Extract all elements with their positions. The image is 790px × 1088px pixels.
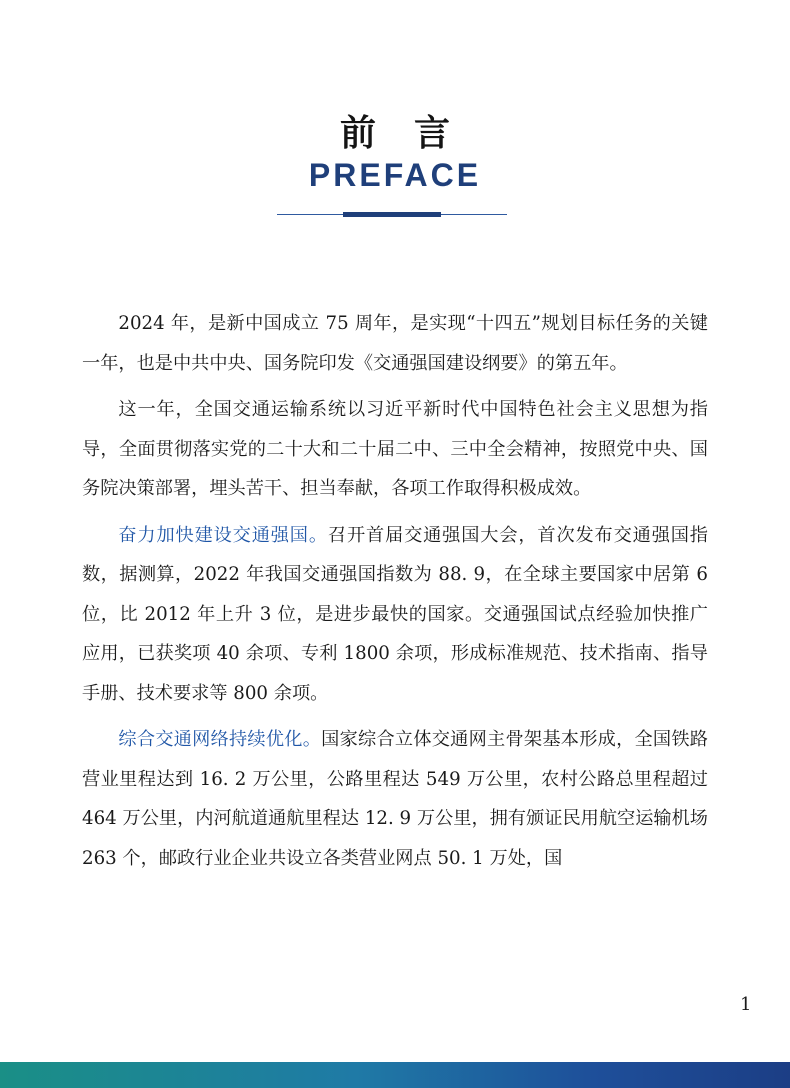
paragraph-highlight: 奋力加快建设交通强国。 [118,524,328,546]
paragraph [82,720,708,878]
title-divider-accent [343,212,441,217]
page-number: 1 [740,994,752,1015]
paragraph [82,390,708,509]
page-title-en: PREFACE [308,157,482,193]
preface-body [82,304,708,885]
paragraph-text: 这一年，全国交通运输系统以习近平新时代中国特色社会主义思想为指导，全面贯彻落实党的二十大和二十届二中、三中全会精神，按照党中央、国务院决策部署，埋头苦干、担当奉献，各项工作取得积极成效。 [82,399,708,499]
paragraph-highlight: 综合交通网络持续优化。 [118,729,322,750]
page-title-cn: 前言 [339,113,488,154]
paragraph-text: 2024 年，是新中国成立 75 周年，是实现“十四五”规划目标任务的关键一年，也是中共中央、国务院印发《交通强国建设纲要》的第五年。 [82,313,708,374]
paragraph [82,516,708,714]
paragraph [82,304,708,383]
paragraph-text: 召开首届交通强国大会，首次发布交通强国指数，据测算，2022 年我国交通强国指数为 88. 9，在全球主要国家中居第 6 位，比 2012 年上升 3 位，是进步最快的国家。交通强国试点经验加快推广应用，已获奖项 40 余项、专利 1800 余项，形成标准规范、技术指南、指导手册、技术要求等 800 余项。 [82,524,708,704]
paragraph-text: 国家综合立体交通网主骨架基本形成，全国铁路营业里程达到 16. 2 万公里，公路里程达 549 万公里，农村公路总里程超过 464 万公里，内河航道通航里程达 12. 9 万公里，拥有颁证民用航空运输机场 263 个，邮政行业企业共设立各类营业网点 50. 1 万处，国 [82,729,708,869]
footer-gradient-bar [0,1062,790,1088]
